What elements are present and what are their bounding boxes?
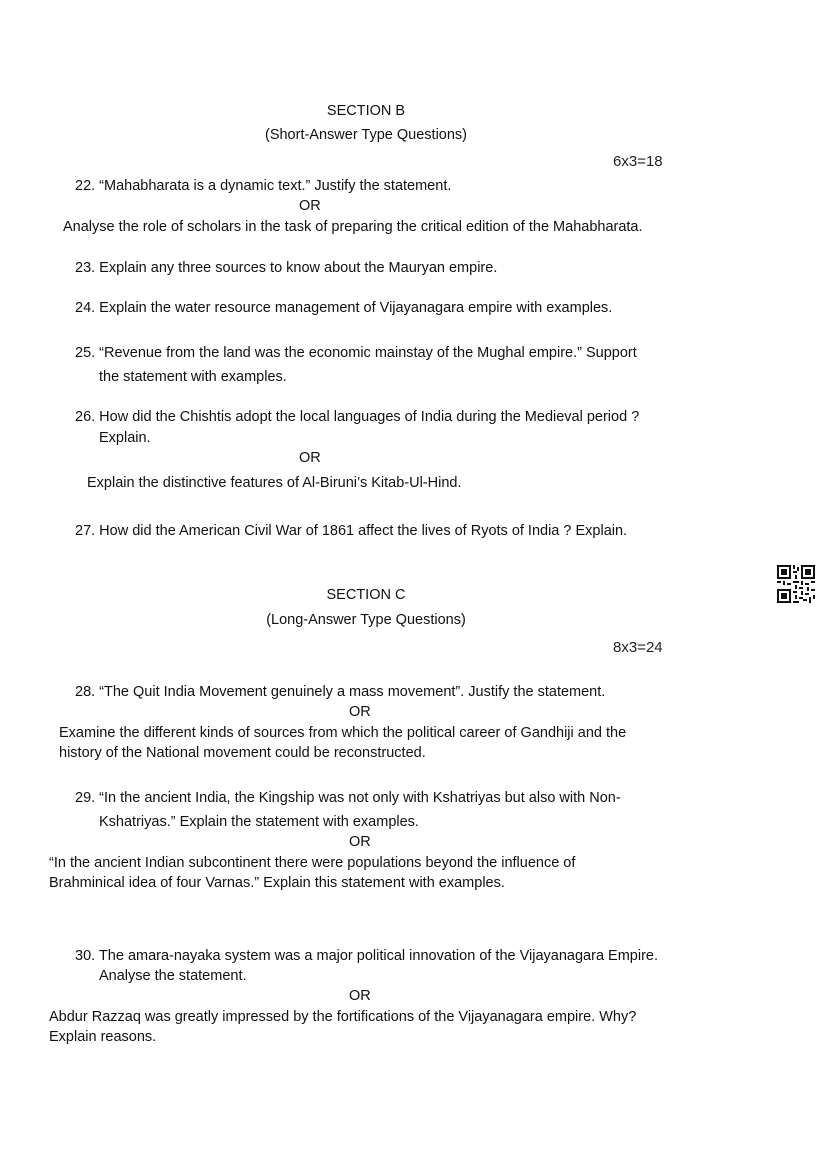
question-22-alt: Analyse the role of scholars in the task of preparing the critical edition of the Mahabharata. (63, 219, 643, 235)
question-23: 23. Explain any three sources to know about the Mauryan empire. (75, 260, 498, 276)
section-c-marks: 8x3=24 (613, 639, 663, 656)
question-28-alt-line2: history of the National movement could be reconstructed. (59, 745, 426, 761)
question-28-alt-line1: Examine the different kinds of sources from which the political career of Gandhiji and the (59, 725, 627, 741)
section-b-title: SECTION B (326, 103, 406, 119)
question-25-line2: the statement with examples. (99, 369, 287, 385)
question-29-line1: 29. “In the ancient India, the Kingship was not only with Kshatriyas but also with Non- (75, 790, 621, 806)
question-25-line1: 25. “Revenue from the land was the economic mainstay of the Mughal empire.” Support (75, 345, 637, 361)
question-30-or: OR (349, 988, 371, 1004)
question-30-line2: Analyse the statement. (99, 968, 247, 984)
question-26-line2: Explain. (99, 430, 151, 446)
question-30-alt-line1: Abdur Razzaq was greatly impressed by the fortifications of the Vijayanagara empire. Why? (49, 1009, 637, 1025)
section-c-subtitle: (Long-Answer Type Questions) (266, 612, 466, 628)
question-30-alt-line2: Explain reasons. (49, 1029, 157, 1045)
question-26-or: OR (299, 450, 321, 466)
question-28-or: OR (349, 704, 371, 720)
question-26-line1: 26. How did the Chishtis adopt the local languages of India during the Medieval period ? (75, 409, 640, 425)
question-29-alt-line2: Brahminical idea of four Varnas.” Explain this statement with examples. (49, 875, 505, 891)
question-26-alt: Explain the distinctive features of Al-Biruni’s Kitab-Ul-Hind. (87, 475, 462, 491)
section-c-title: SECTION C (326, 587, 406, 603)
question-29-or: OR (349, 834, 371, 850)
question-27: 27. How did the American Civil War of 1861 affect the lives of Ryots of India ? Explain. (75, 523, 628, 539)
question-28: 28. “The Quit India Movement genuinely a mass movement”. Justify the statement. (75, 684, 606, 700)
question-29-alt-line1: “In the ancient Indian subcontinent there were populations beyond the influence of (49, 855, 576, 871)
section-b-subtitle: (Short-Answer Type Questions) (264, 127, 467, 143)
question-24: 24. Explain the water resource management of Vijayanagara empire with examples. (75, 300, 613, 316)
question-30-line1: 30. The amara-nayaka system was a major political innovation of the Vijayanagara Empire. (75, 948, 658, 964)
section-b-marks: 6x3=18 (613, 153, 663, 170)
question-22-or: OR (299, 198, 321, 214)
question-22: 22. “Mahabharata is a dynamic text.” Justify the statement. (75, 178, 452, 194)
question-29-line2: Kshatriyas.” Explain the statement with examples. (99, 814, 419, 830)
qr-code-icon (777, 565, 815, 603)
